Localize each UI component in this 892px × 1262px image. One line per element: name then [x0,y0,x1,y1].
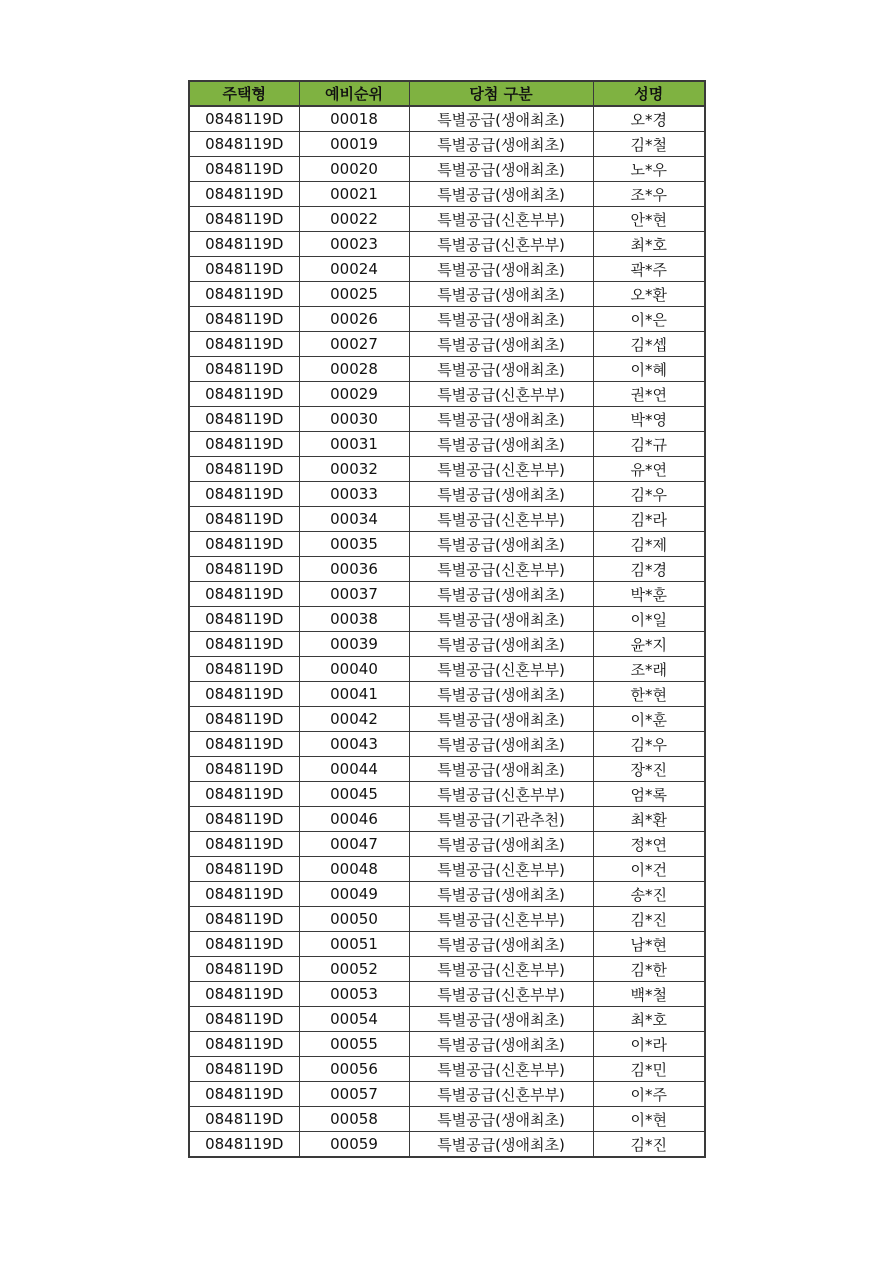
cell-name: 김*규 [593,432,705,457]
cell-name: 남*현 [593,932,705,957]
cell-reserve-rank: 00038 [299,607,409,632]
table-body [189,106,705,1157]
table-row [189,382,705,407]
cell-housing-type: 0848119D [189,106,299,132]
cell-housing-type: 0848119D [189,982,299,1007]
cell-housing-type: 0848119D [189,607,299,632]
table-header [189,81,705,106]
cell-reserve-rank: 00059 [299,1132,409,1158]
cell-housing-type: 0848119D [189,557,299,582]
cell-housing-type: 0848119D [189,807,299,832]
cell-reserve-rank: 00026 [299,307,409,332]
cell-winning-category: 특별공급(신혼부부) [409,907,593,932]
cell-winning-category: 특별공급(생애최초) [409,1107,593,1132]
cell-name: 오*환 [593,282,705,307]
cell-reserve-rank: 00022 [299,207,409,232]
cell-name: 안*현 [593,207,705,232]
cell-housing-type: 0848119D [189,907,299,932]
cell-housing-type: 0848119D [189,1032,299,1057]
cell-housing-type: 0848119D [189,682,299,707]
cell-name: 박*훈 [593,582,705,607]
cell-reserve-rank: 00032 [299,457,409,482]
cell-reserve-rank: 00027 [299,332,409,357]
cell-housing-type: 0848119D [189,257,299,282]
cell-winning-category: 특별공급(신혼부부) [409,1082,593,1107]
cell-winning-category: 특별공급(생애최초) [409,1007,593,1032]
table-row [189,332,705,357]
cell-name: 최*호 [593,232,705,257]
cell-housing-type: 0848119D [189,532,299,557]
table-row [189,982,705,1007]
cell-housing-type: 0848119D [189,182,299,207]
table-row [189,707,705,732]
cell-winning-category: 특별공급(생애최초) [409,332,593,357]
cell-reserve-rank: 00052 [299,957,409,982]
cell-name: 곽*주 [593,257,705,282]
cell-winning-category: 특별공급(신혼부부) [409,857,593,882]
table-row [189,1107,705,1132]
table-row [189,607,705,632]
table-row [189,932,705,957]
cell-winning-category: 특별공급(생애최초) [409,482,593,507]
cell-winning-category: 특별공급(신혼부부) [409,982,593,1007]
table-row [189,782,705,807]
cell-winning-category: 특별공급(생애최초) [409,732,593,757]
table-row [189,807,705,832]
cell-reserve-rank: 00025 [299,282,409,307]
table-row [189,682,705,707]
cell-housing-type: 0848119D [189,207,299,232]
winner-table [188,80,706,1158]
cell-winning-category: 특별공급(신혼부부) [409,457,593,482]
cell-housing-type: 0848119D [189,782,299,807]
cell-winning-category: 특별공급(신혼부부) [409,957,593,982]
cell-name: 김*라 [593,507,705,532]
cell-reserve-rank: 00053 [299,982,409,1007]
cell-housing-type: 0848119D [189,957,299,982]
cell-name: 이*건 [593,857,705,882]
cell-housing-type: 0848119D [189,507,299,532]
table-row [189,732,705,757]
cell-reserve-rank: 00045 [299,782,409,807]
cell-reserve-rank: 00033 [299,482,409,507]
cell-name: 조*래 [593,657,705,682]
cell-name: 이*혜 [593,357,705,382]
cell-winning-category: 특별공급(생애최초) [409,832,593,857]
cell-name: 이*훈 [593,707,705,732]
cell-name: 윤*지 [593,632,705,657]
cell-housing-type: 0848119D [189,1082,299,1107]
cell-reserve-rank: 00030 [299,407,409,432]
cell-housing-type: 0848119D [189,832,299,857]
table-row [189,407,705,432]
table-row [189,282,705,307]
cell-winning-category: 특별공급(생애최초) [409,1132,593,1158]
cell-name: 엄*록 [593,782,705,807]
cell-name: 김*진 [593,1132,705,1158]
cell-reserve-rank: 00049 [299,882,409,907]
cell-reserve-rank: 00058 [299,1107,409,1132]
cell-housing-type: 0848119D [189,732,299,757]
cell-reserve-rank: 00040 [299,657,409,682]
cell-housing-type: 0848119D [189,632,299,657]
cell-winning-category: 특별공급(신혼부부) [409,207,593,232]
cell-winning-category: 특별공급(생애최초) [409,432,593,457]
cell-housing-type: 0848119D [189,332,299,357]
cell-housing-type: 0848119D [189,157,299,182]
table-row [189,207,705,232]
table-row [189,1007,705,1032]
header-winning-category: 당첨 구분 [409,81,593,106]
table-row [189,757,705,782]
cell-housing-type: 0848119D [189,432,299,457]
cell-housing-type: 0848119D [189,707,299,732]
cell-housing-type: 0848119D [189,882,299,907]
cell-reserve-rank: 00028 [299,357,409,382]
table-row [189,132,705,157]
cell-reserve-rank: 00034 [299,507,409,532]
table-row [189,857,705,882]
cell-name: 조*우 [593,182,705,207]
cell-housing-type: 0848119D [189,407,299,432]
cell-reserve-rank: 00048 [299,857,409,882]
cell-housing-type: 0848119D [189,1132,299,1158]
cell-reserve-rank: 00042 [299,707,409,732]
cell-housing-type: 0848119D [189,932,299,957]
cell-winning-category: 특별공급(기관추천) [409,807,593,832]
cell-winning-category: 특별공급(신혼부부) [409,507,593,532]
header-row [189,81,705,106]
cell-winning-category: 특별공급(생애최초) [409,407,593,432]
cell-name: 김*철 [593,132,705,157]
cell-reserve-rank: 00043 [299,732,409,757]
cell-reserve-rank: 00020 [299,157,409,182]
cell-reserve-rank: 00051 [299,932,409,957]
cell-name: 한*현 [593,682,705,707]
cell-winning-category: 특별공급(생애최초) [409,106,593,132]
cell-winning-category: 특별공급(생애최초) [409,357,593,382]
table-row [189,257,705,282]
cell-winning-category: 특별공급(생애최초) [409,182,593,207]
table-row [189,557,705,582]
cell-reserve-rank: 00019 [299,132,409,157]
cell-winning-category: 특별공급(생애최초) [409,932,593,957]
table-row [189,532,705,557]
cell-winning-category: 특별공급(신혼부부) [409,657,593,682]
cell-reserve-rank: 00041 [299,682,409,707]
table-row [189,1032,705,1057]
cell-reserve-rank: 00047 [299,832,409,857]
table-row [189,907,705,932]
cell-housing-type: 0848119D [189,132,299,157]
table-row [189,182,705,207]
table-row [189,632,705,657]
table-row [189,457,705,482]
cell-name: 김*우 [593,482,705,507]
cell-name: 김*한 [593,957,705,982]
table-row [189,432,705,457]
cell-name: 김*우 [593,732,705,757]
table-row [189,307,705,332]
header-reserve-rank: 예비순위 [299,81,409,106]
cell-reserve-rank: 00039 [299,632,409,657]
cell-housing-type: 0848119D [189,282,299,307]
cell-name: 유*연 [593,457,705,482]
cell-winning-category: 특별공급(생애최초) [409,882,593,907]
cell-name: 김*셉 [593,332,705,357]
cell-name: 최*환 [593,807,705,832]
cell-winning-category: 특별공급(생애최초) [409,157,593,182]
cell-reserve-rank: 00023 [299,232,409,257]
cell-housing-type: 0848119D [189,357,299,382]
cell-winning-category: 특별공급(생애최초) [409,257,593,282]
cell-name: 권*연 [593,382,705,407]
cell-name: 김*민 [593,1057,705,1082]
cell-reserve-rank: 00055 [299,1032,409,1057]
cell-housing-type: 0848119D [189,382,299,407]
cell-reserve-rank: 00057 [299,1082,409,1107]
cell-reserve-rank: 00054 [299,1007,409,1032]
table-row [189,357,705,382]
cell-name: 오*경 [593,106,705,132]
cell-reserve-rank: 00044 [299,757,409,782]
cell-winning-category: 특별공급(신혼부부) [409,1057,593,1082]
cell-winning-category: 특별공급(생애최초) [409,532,593,557]
cell-name: 이*일 [593,607,705,632]
cell-winning-category: 특별공급(신혼부부) [409,232,593,257]
cell-reserve-rank: 00046 [299,807,409,832]
cell-reserve-rank: 00029 [299,382,409,407]
cell-housing-type: 0848119D [189,657,299,682]
cell-name: 장*진 [593,757,705,782]
cell-winning-category: 특별공급(생애최초) [409,682,593,707]
cell-winning-category: 특별공급(신혼부부) [409,782,593,807]
table-row [189,157,705,182]
cell-name: 백*철 [593,982,705,1007]
table-row [189,832,705,857]
cell-housing-type: 0848119D [189,232,299,257]
table-row [189,582,705,607]
cell-reserve-rank: 00036 [299,557,409,582]
cell-housing-type: 0848119D [189,857,299,882]
table-row [189,1132,705,1158]
cell-housing-type: 0848119D [189,1057,299,1082]
cell-name: 박*영 [593,407,705,432]
table-row [189,106,705,132]
cell-reserve-rank: 00018 [299,106,409,132]
cell-winning-category: 특별공급(생애최초) [409,1032,593,1057]
cell-name: 김*제 [593,532,705,557]
cell-winning-category: 특별공급(생애최초) [409,707,593,732]
cell-name: 정*연 [593,832,705,857]
cell-housing-type: 0848119D [189,1007,299,1032]
cell-name: 이*현 [593,1107,705,1132]
table-row [189,482,705,507]
cell-housing-type: 0848119D [189,482,299,507]
cell-name: 김*진 [593,907,705,932]
cell-name: 이*라 [593,1032,705,1057]
cell-housing-type: 0848119D [189,1107,299,1132]
cell-reserve-rank: 00037 [299,582,409,607]
cell-housing-type: 0848119D [189,582,299,607]
cell-reserve-rank: 00050 [299,907,409,932]
cell-reserve-rank: 00021 [299,182,409,207]
cell-housing-type: 0848119D [189,757,299,782]
table-row [189,232,705,257]
cell-housing-type: 0848119D [189,457,299,482]
cell-name: 송*진 [593,882,705,907]
table-row [189,882,705,907]
cell-reserve-rank: 00056 [299,1057,409,1082]
cell-reserve-rank: 00031 [299,432,409,457]
cell-reserve-rank: 00035 [299,532,409,557]
table-row [189,957,705,982]
cell-reserve-rank: 00024 [299,257,409,282]
cell-name: 이*주 [593,1082,705,1107]
table-row [189,657,705,682]
cell-winning-category: 특별공급(신혼부부) [409,382,593,407]
cell-winning-category: 특별공급(생애최초) [409,632,593,657]
cell-winning-category: 특별공급(생애최초) [409,307,593,332]
cell-winning-category: 특별공급(생애최초) [409,757,593,782]
cell-winning-category: 특별공급(생애최초) [409,282,593,307]
cell-winning-category: 특별공급(신혼부부) [409,557,593,582]
cell-name: 이*은 [593,307,705,332]
header-name: 성명 [593,81,705,106]
cell-name: 노*우 [593,157,705,182]
cell-winning-category: 특별공급(생애최초) [409,607,593,632]
header-housing-type: 주택형 [189,81,299,106]
cell-winning-category: 특별공급(생애최초) [409,132,593,157]
table-row [189,507,705,532]
table-row [189,1082,705,1107]
table-row [189,1057,705,1082]
cell-winning-category: 특별공급(생애최초) [409,582,593,607]
cell-name: 최*호 [593,1007,705,1032]
cell-name: 김*경 [593,557,705,582]
cell-housing-type: 0848119D [189,307,299,332]
